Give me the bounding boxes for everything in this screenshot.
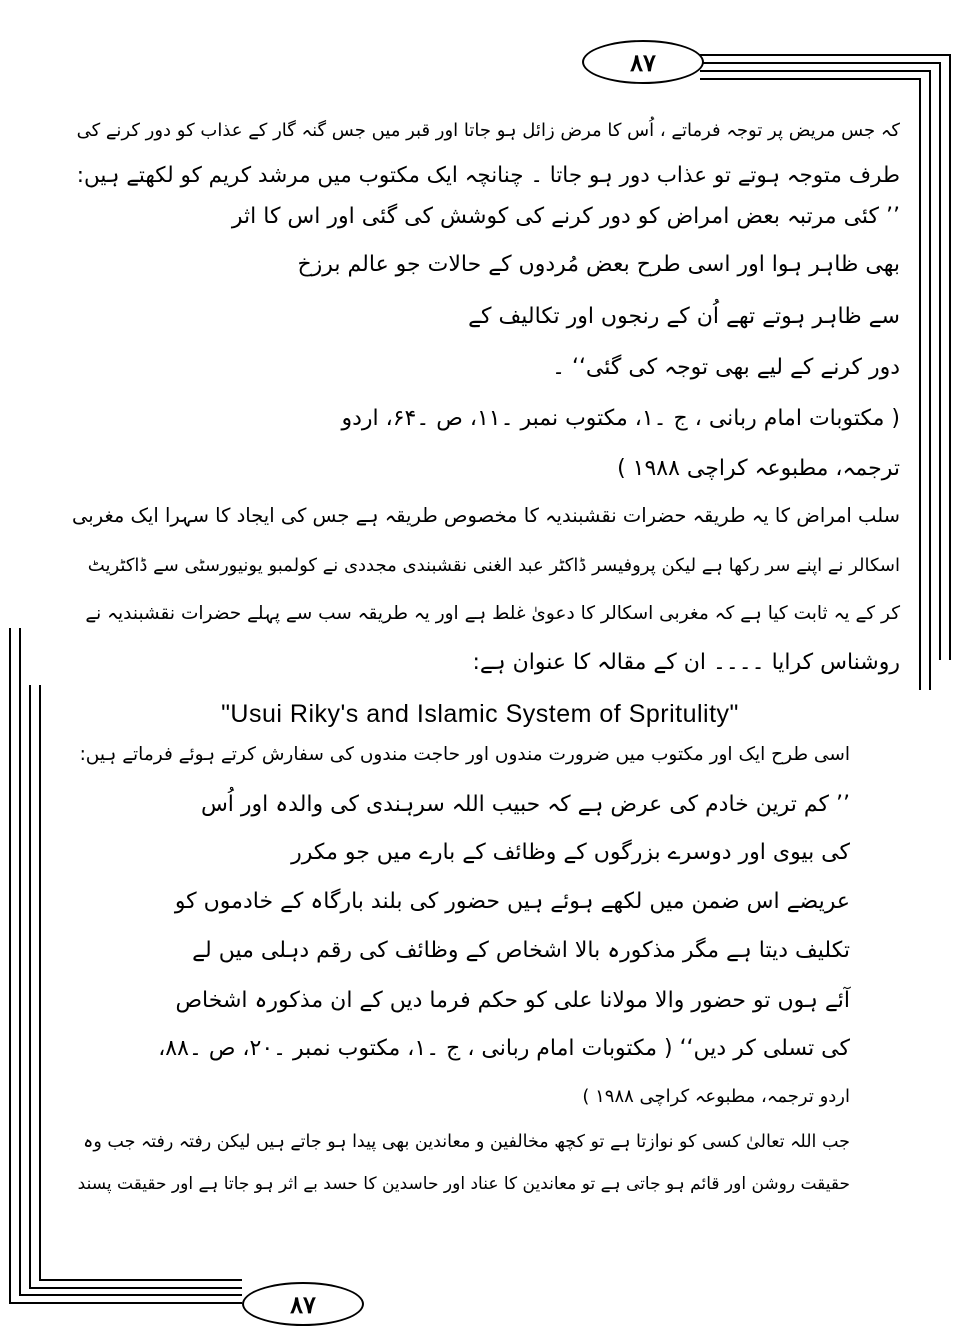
text-line: سلب امراض کا یہ طریقہ حضرات نقشبندیہ کا مخصوص طریقہ ہے جس کی ایجاد کا سہرا ایک مغربی bbox=[72, 504, 900, 527]
text-line: روشناس کرایا ۔۔۔۔ ان کے مقالہ کا عنوان ہے: bbox=[472, 650, 900, 675]
text-line: طرف متوجہ ہوتے تو عذاب دور ہو جاتا ۔ چنانچہ ایک مکتوب میں مرشد کریم کو لکھتے ہیں: bbox=[76, 163, 900, 188]
text-line: اسکالر نے اپنے سر رکھا ہے لیکن پروفیسر ڈاکٹر عبد الغنی نقشبندی مجددی نے کولمبو یونیورسٹی سے ڈاکٹریٹ bbox=[87, 555, 900, 576]
citation-line: اردو ترجمہ، مطبوعہ کراچی ۱۹۸۸ ) bbox=[582, 1086, 850, 1107]
quote-line: عریضے اس ضمن میں لکھے ہوئے ہیں حضور کی بلند بارگاہ کے خادموں کو bbox=[174, 889, 850, 914]
text-line: کر کے یہ ثابت کیا ہے کہ مغربی اسکالر کا دعویٰ غلط ہے اور یہ طریقہ سب سے پہلے حضرات نقشبندیہ نے bbox=[85, 603, 900, 624]
english-title: "Usui Riky's and Islamic System of Spritulity" bbox=[221, 700, 739, 728]
quote-line: سے ظاہر ہوتے تھے اُن کے رنجوں اور تکالیف کے bbox=[468, 304, 900, 329]
quote-line: کی بیوی اور دوسرے بزرگوں کے وظائف کے بارے میں جو مکرر bbox=[291, 840, 850, 865]
citation-line: ترجمہ، مطبوعہ کراچی ۱۹۸۸ ) bbox=[617, 456, 900, 481]
quote-line: آئے ہوں تو حضور والا مولانا علی کو حکم فرما دیں کے ان مذکورہ اشخاص bbox=[175, 988, 850, 1013]
quote-line: دور کرنے کے لیے بھی توجہ کی گئی‘‘ ۔ bbox=[552, 355, 900, 380]
text-line: جب اللہ تعالیٰ کسی کو نوازتا ہے تو کچھ مخالفین و معاندین بھی پیدا ہو جاتے ہیں لیکن رفتہ رفتہ جب وہ bbox=[83, 1132, 850, 1152]
quote-line: ’’ کئی مرتبہ بعض امراض کو دور کرنے کی کوشش کی گئی اور اس کا اثر bbox=[231, 204, 900, 229]
page-number-bottom: ۸۷ bbox=[242, 1282, 364, 1326]
quote-line: ’’ کم ترین خادم کی عرض ہے کہ حبیب اللہ سرہندی کی والدہ اور اُس bbox=[200, 792, 850, 817]
quote-line: کی تسلی کر دیں‘‘ ( مکتوبات امام ربانی ، ج ۔۱، مکتوب نمبر ۔۲۰، ص ۔۸۸، bbox=[158, 1036, 850, 1061]
quote-line: تکلیف دیتا ہے مگر مذکورہ بالا اشخاص کے وظائف کی رقم دہلی میں لے bbox=[192, 938, 850, 963]
citation-line: ( مکتوبات امام ربانی ، ج ۔۱، مکتوب نمبر ۔۱۱، ص ۔۶۴، اردو bbox=[341, 406, 900, 431]
text-line: کہ جس مریض پر توجہ فرماتے ، اُس کا مرض زائل ہو جاتا اور قبر میں جس گنہ گار کے عذاب کو دور کرنے کی bbox=[76, 120, 900, 141]
quote-line: بھی ظاہر ہوا اور اسی طرح بعض مُردوں کے حالات جو عالم برزخ bbox=[297, 252, 900, 277]
page-number-top: ۸۷ bbox=[582, 40, 704, 84]
text-line: حقیقت روشن اور قائم ہو جاتی ہے تو معاندین کا عناد اور حاسدین کا حسد بے اثر ہو جاتا ہے اور حقیقت پسند bbox=[77, 1174, 850, 1194]
text-line: اسی طرح ایک اور مکتوب میں ضرورت مندوں اور حاجت مندوں کی سفارش کرتے ہوئے فرماتے ہیں: bbox=[79, 744, 850, 765]
